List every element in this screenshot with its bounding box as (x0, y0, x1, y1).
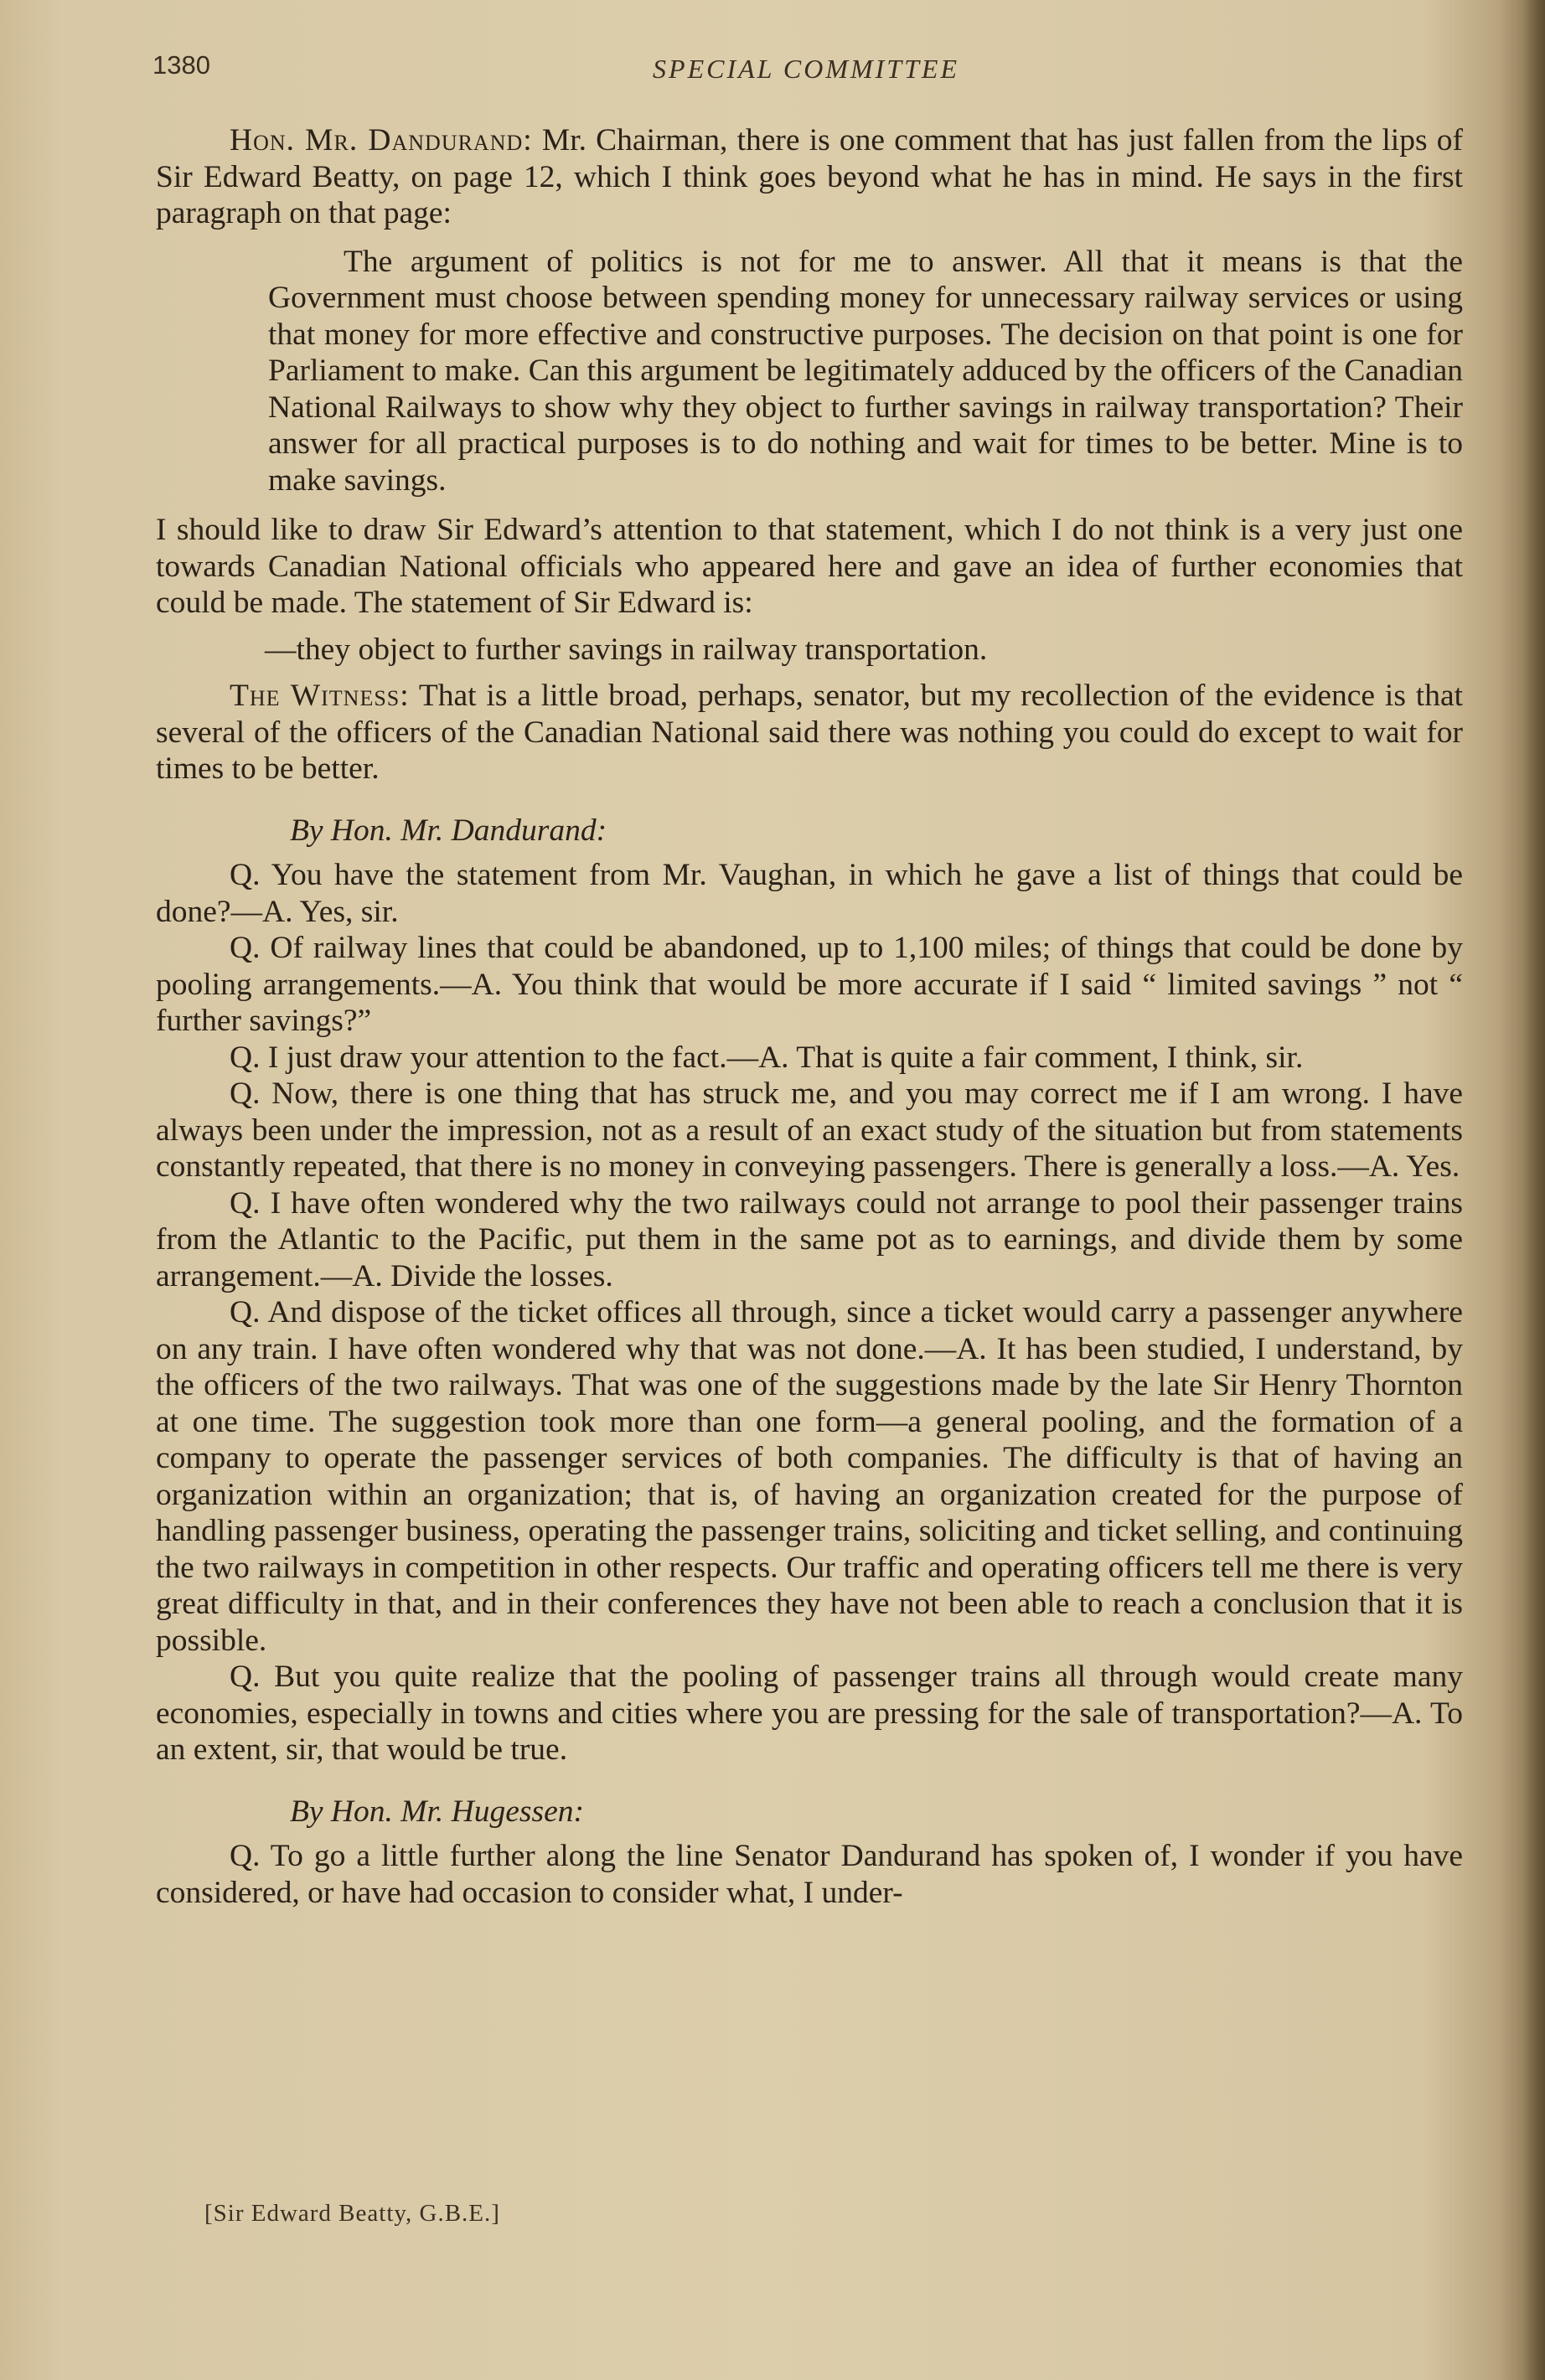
qa-paragraph: Q. Now, there is one thing that has struck me, and you may correct me if I am wrong. I have always been under the impression, not as a result of an exact study of the situation but from statements constantly repeated, that there is no money in conveying passengers. There is generally a loss.—A. Yes. (156, 1076, 1463, 1184)
page-header (152, 50, 1460, 101)
witness-footer: [Sir Edward Beatty, G.B.E.] (204, 2200, 500, 2227)
paragraph-attention: I should like to draw Sir Edward’s attention to that statement, which I do not think is a very just one towards Canadian National officials who appeared here and gave an idea of further economies that could be made. The statement of Sir Edward is: (156, 513, 1463, 620)
qa-paragraph: Q. I have often wondered why the two railways could not arrange to pool their passenger trains from the Atlantic to the Pacific, put them in the same pot as to earnings, and divide them by some arrangement.—A. Divide the losses. (156, 1185, 1463, 1293)
paragraph-dandurand-comment (156, 122, 1463, 232)
speaker-name: The Witness: (230, 679, 410, 713)
qa-paragraph: Q. You have the statement from Mr. Vaughan, in which he gave a list of things that could be done?—A. Yes, sir. (156, 858, 1463, 929)
paragraph-text: Mr. Chairman, there is one comment that has just fallen from the lips of Sir Edward Beatty, on page 12, which I think goes beyond what he has in mind. He says in the first paragraph on that page: (156, 123, 1463, 230)
paragraph-witness (156, 678, 1463, 787)
paragraph-text: That is a little broad, perhaps, senator, but my recollection of the evidence is that several of the officers of the Canadian National said there was nothing you could do except to wait for times to be better. (156, 679, 1464, 786)
qa-paragraph: Q. I just draw your attention to the fact.—A. That is quite a fair comment, I think, sir. (230, 1040, 1304, 1075)
page-edge-shadow (1523, 0, 1545, 2380)
running-head: SPECIAL COMMITTEE (653, 54, 959, 84)
qa-paragraph: Q. And dispose of the ticket offices all through, since a ticket would carry a passenger anywhere on any train. I have often wondered why that was not done.—A. It has been studied, I understand, by the officers of the two railways. That was one of the suggestions made by the late Sir Henry Thornton at one time. The suggestion took more than one form—a general pooling, and the formation of a company to operate the passenger services of both companies. The difficulty is that of having an organization within an organization; that is, of having an organization created for the purpose of handling passenger business, operating the passenger trains, soliciting and ticket selling, and continuing the two railways in competition in other respects. Our traffic and operating officers tell me there is very great difficulty in that, and in their conferences they have not been able to reach a conclusion that it is possible. (156, 1295, 1463, 1658)
page-body (156, 122, 1463, 1911)
examiner-subhead: By Hon. Mr. Hugessen: (290, 1794, 584, 1829)
qa-paragraph: Q. But you quite realize that the pooling of passenger trains all through would create many economies, especially in towns and cities where you are pressing for the sale of transportation?—A. To an extent, sir, that would be true. (156, 1660, 1463, 1767)
quote-text: The argument of politics is not for me to answer. All that it means is that the Government must choose between spending money for unnecessary railway services or using that money for more effective and constructive purposes. The decision on that point is one for Parliament to make. Can this argument be legitimately adduced by the officers of the Canadian National Railways to show why they object to further savings in railway transportation? Their answer for all practical purposes is to do nothing and wait for times to be better. Mine is to make savings. (268, 244, 1463, 498)
qa-paragraph: Q. To go a little further along the line Senator Dandurand has spoken of, I wonder if you have considered, or have had occasion to consider what, I under- (156, 1839, 1463, 1910)
speaker-name: Hon. Mr. Dandurand: (230, 123, 533, 157)
page-number: 1380 (152, 50, 210, 80)
qa-paragraph: Q. Of railway lines that could be abandoned, up to 1,100 miles; of things that could be done by pooling arrangements.—A. You think that would be more accurate if I said “ limited savings ” not “ further savings?” (156, 931, 1463, 1038)
block-quote (268, 244, 1463, 499)
quote-line: —they object to further savings in railway transportation. (265, 632, 988, 667)
examiner-subhead: By Hon. Mr. Dandurand: (290, 813, 607, 848)
